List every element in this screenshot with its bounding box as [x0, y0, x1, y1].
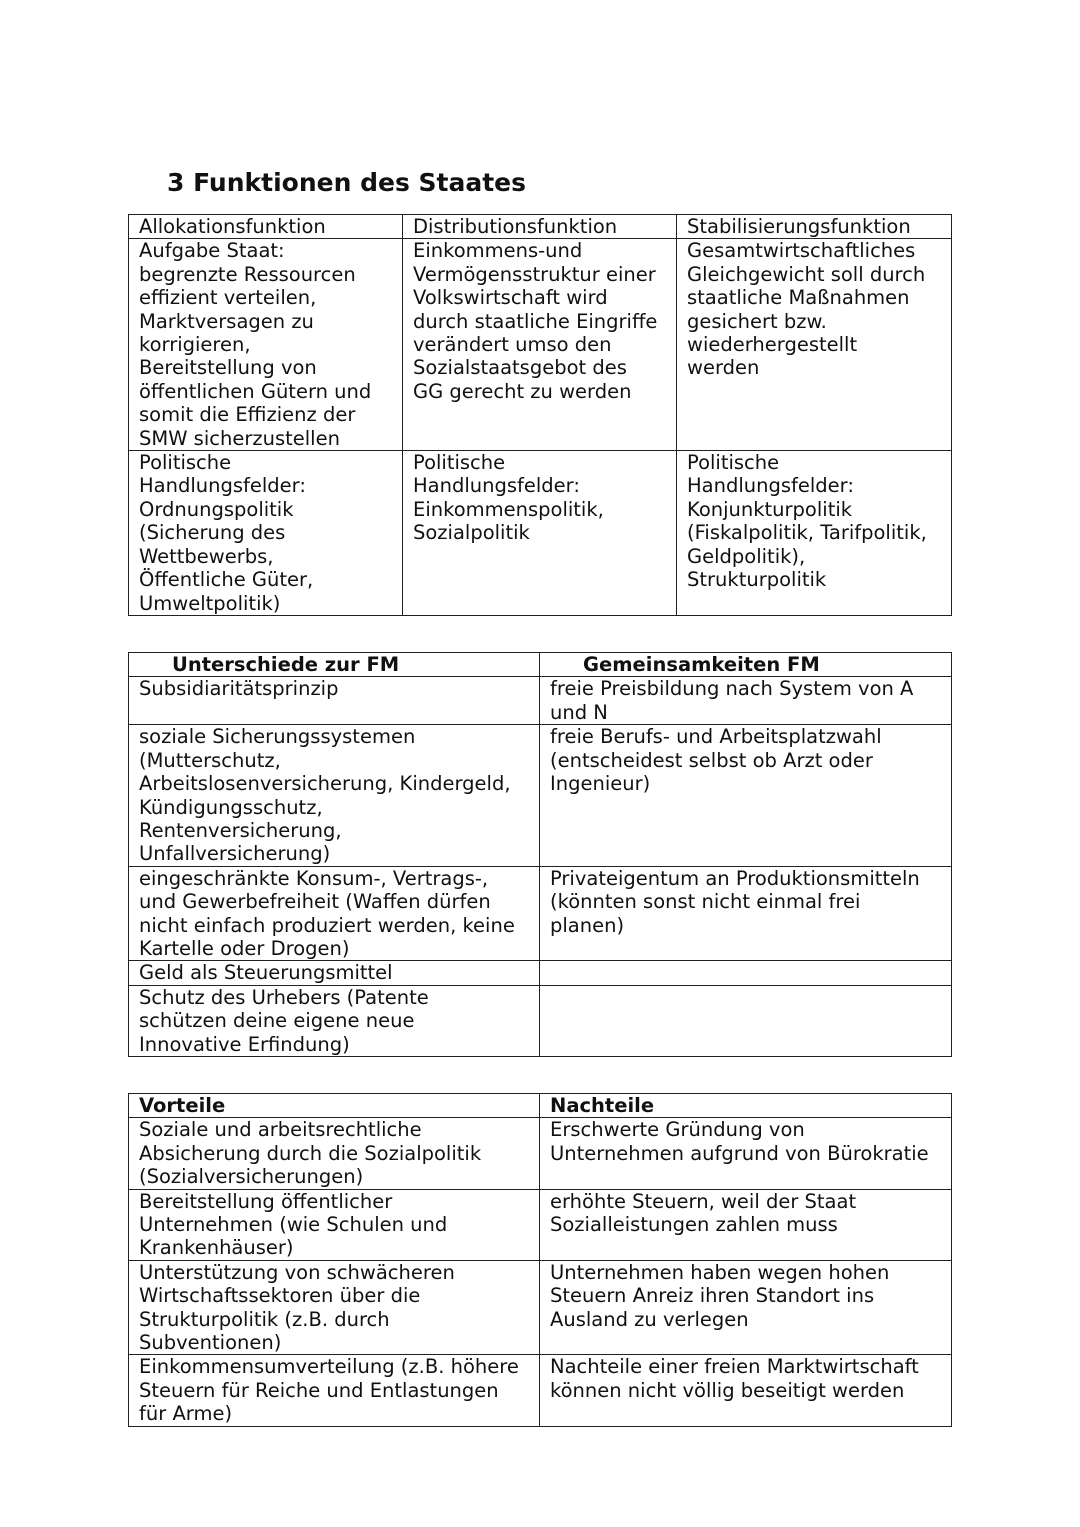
- table-cell: Erschwerte Gründung von Unternehmen aufgrund von Bürokratie: [540, 1118, 952, 1189]
- table-cell: freie Berufs- und Arbeitsplatzwahl (entscheidest selbst ob Arzt oder Ingenieur): [540, 725, 952, 866]
- table-cell: Aufgabe Staat: begrenzte Ressourcen effizient verteilen, Marktversagen zu korrigieren, Bereitstellung von öffentlichen Gütern und somit die Effizienz der SMW sicherzustellen: [129, 239, 403, 451]
- table-cell: erhöhte Steuern, weil der Staat Sozialleistungen zahlen muss: [540, 1189, 952, 1260]
- table-row: [129, 677, 952, 725]
- table-cell: Unterstützung von schwächeren Wirtschaftssektoren über die Strukturpolitik (z.B. durch Subventionen): [129, 1260, 540, 1355]
- fm-comparison-table: [128, 652, 952, 1057]
- table-cell: Politische Handlungsfelder: Ordnungspolitik (Sicherung des Wettbewerbs, Öffentliche Güter, Umweltpolitik): [129, 451, 403, 616]
- table-row: [129, 1355, 952, 1426]
- table-row: [129, 239, 952, 451]
- table-cell: Geld als Steuerungsmittel: [129, 961, 540, 985]
- table-header-row: [129, 1094, 952, 1118]
- table-row: [129, 1260, 952, 1355]
- table-cell: Soziale und arbeitsrechtliche Absicherung durch die Sozialpolitik (Sozialversicherungen): [129, 1118, 540, 1189]
- functions-table: [128, 214, 952, 616]
- header-allokation: Allokationsfunktion: [129, 215, 403, 239]
- table-cell: eingeschränkte Konsum-, Vertrags-, und Gewerbefreiheit (Waffen dürfen nicht einfach produziert werden, keine Kartelle oder Drogen): [129, 866, 540, 961]
- table-row: [129, 985, 952, 1056]
- table-cell: [540, 961, 952, 985]
- table-cell: Politische Handlungsfelder: Konjunkturpolitik (Fiskalpolitik, Tarifpolitik, Geldpolitik), Strukturpolitik: [677, 451, 952, 616]
- table-cell: Unternehmen haben wegen hohen Steuern Anreiz ihren Standort ins Ausland zu verlegen: [540, 1260, 952, 1355]
- table-cell: Privateigentum an Produktionsmitteln (könnten sonst nicht einmal frei planen): [540, 866, 952, 961]
- page-title: 3 Funktionen des Staates: [167, 168, 527, 197]
- table-cell: [540, 985, 952, 1056]
- table-row: [129, 961, 952, 985]
- table-header-row: [129, 215, 952, 239]
- table-row: [129, 451, 952, 616]
- table-cell: Nachteile einer freien Marktwirtschaft können nicht völlig beseitigt werden: [540, 1355, 952, 1426]
- table-cell: Bereitstellung öffentlicher Unternehmen (wie Schulen und Krankenhäuser): [129, 1189, 540, 1260]
- table-cell: Gesamtwirtschaftliches Gleichgewicht soll durch staatliche Maßnahmen gesichert bzw. wiederhergestellt werden: [677, 239, 952, 451]
- table-cell: soziale Sicherungssystemen (Mutterschutz, Arbeitslosenversicherung, Kindergeld, Kündigungsschutz, Rentenversicherung, Unfallversicherung): [129, 725, 540, 866]
- table-row: [129, 1189, 952, 1260]
- table-row: [129, 866, 952, 961]
- header-unterschiede: Unterschiede zur FM: [129, 653, 540, 677]
- table-cell: Einkommens-und Vermögensstruktur einer Volkswirtschaft wird durch staatliche Eingriffe verändert umso den Sozialstaatsgebot des GG gerecht zu werden: [403, 239, 677, 451]
- header-gemeinsamkeiten: Gemeinsamkeiten FM: [540, 653, 952, 677]
- header-vorteile: Vorteile: [129, 1094, 540, 1118]
- header-distribution: Distributionsfunktion: [403, 215, 677, 239]
- header-nachteile: Nachteile: [540, 1094, 952, 1118]
- table-cell: Schutz des Urhebers (Patente schützen deine eigene neue Innovative Erfindung): [129, 985, 540, 1056]
- table-cell: freie Preisbildung nach System von A und N: [540, 677, 952, 725]
- table-header-row: [129, 653, 952, 677]
- header-stabilisierung: Stabilisierungsfunktion: [677, 215, 952, 239]
- table-cell: Politische Handlungsfelder: Einkommenspolitik, Sozialpolitik: [403, 451, 677, 616]
- table-cell: Subsidiaritätsprinzip: [129, 677, 540, 725]
- table-cell: Einkommensumverteilung (z.B. höhere Steuern für Reiche und Entlastungen für Arme): [129, 1355, 540, 1426]
- table-row: [129, 725, 952, 866]
- table-row: [129, 1118, 952, 1189]
- pros-cons-table: [128, 1093, 952, 1427]
